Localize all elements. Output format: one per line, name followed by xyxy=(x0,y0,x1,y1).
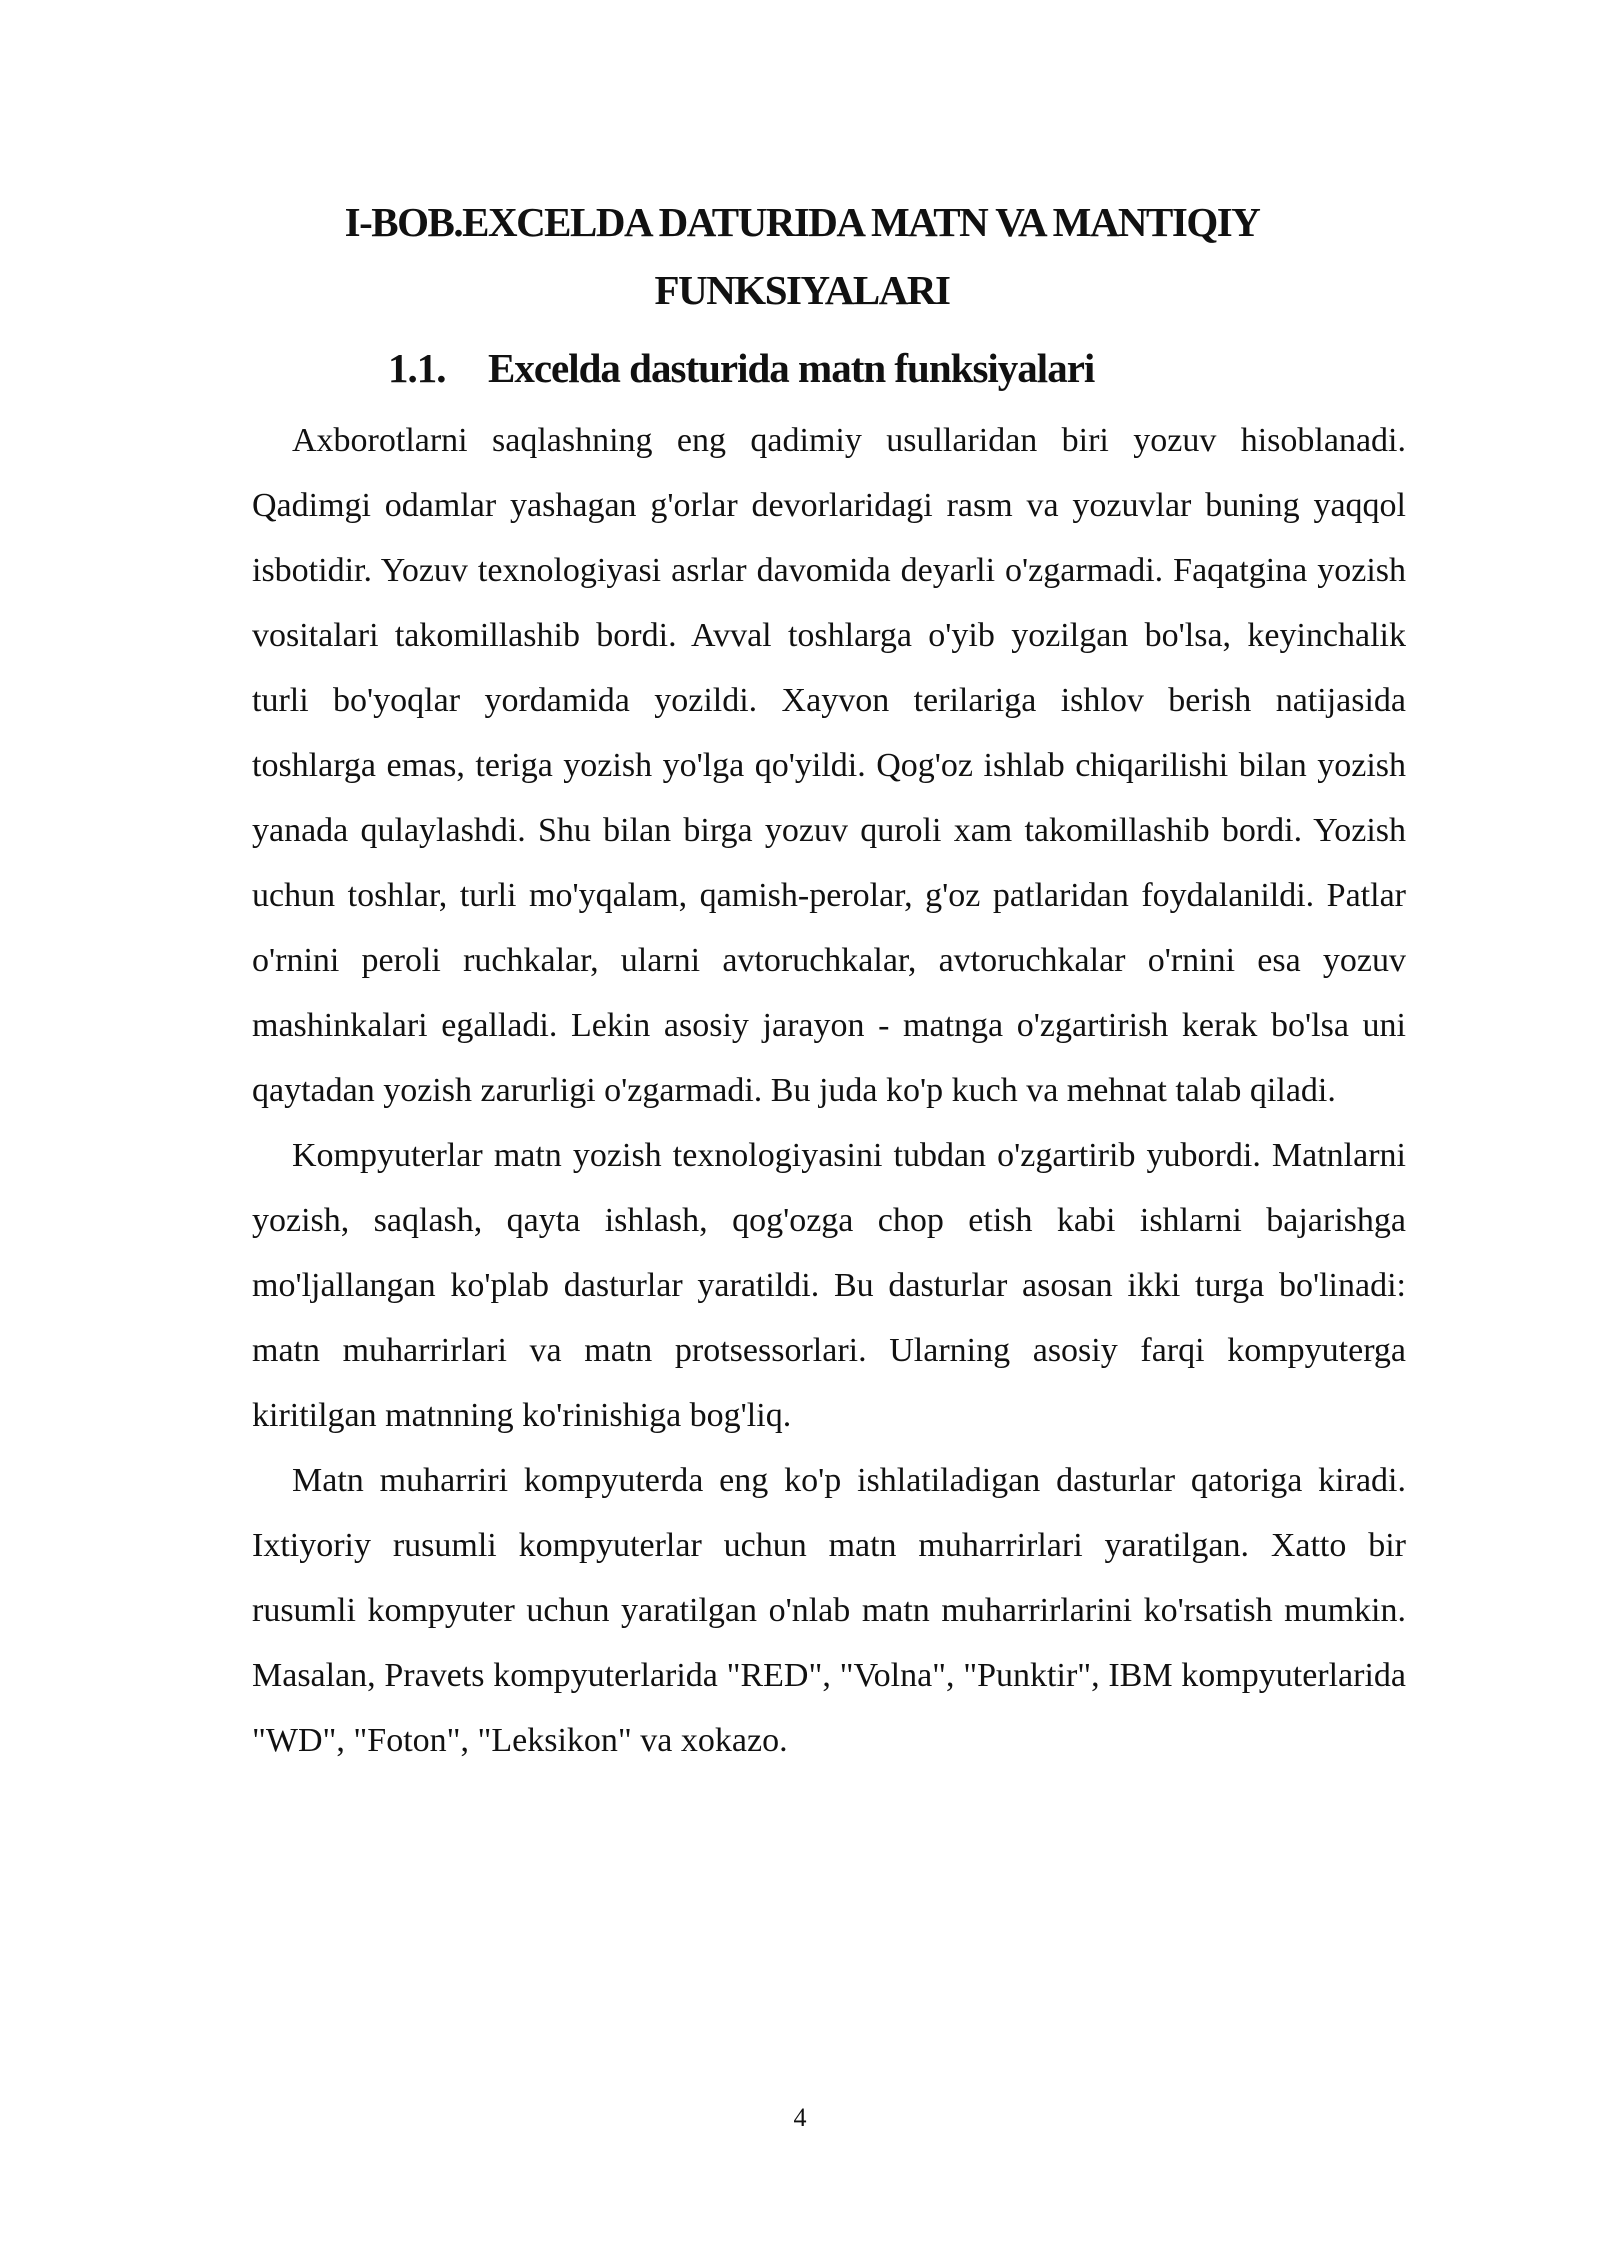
chapter-title-line-1: I-BOB.EXCELDA DATURIDA MATN VA MANTIQIY xyxy=(344,199,1260,245)
chapter-title-line-2: FUNKSIYALARI xyxy=(654,267,950,313)
section-title: Excelda dasturida matn funksiyalari xyxy=(488,345,1095,391)
page-number: 4 xyxy=(793,2103,807,2132)
chapter-title xyxy=(252,188,1352,324)
body-text xyxy=(252,408,1406,1773)
section-heading xyxy=(388,336,1388,400)
section-number: 1.1. xyxy=(388,345,446,391)
paragraph: Axborotlarni saqlashning eng qadimiy usullaridan biri yozuv hisoblanadi. Qadimgi odamlar yashagan g'orlar devorlaridagi rasm va yozuvlar buning yaqqol isbotidir. Yozuv texnologiyasi asrlar davomida deyarli o'zgarmadi. Faqatgina yozish vositalari takomillashib bordi. Avval toshlarga o'yib yozilgan bo'lsa, keyinchalik turli bo'yoqlar yordamida yozildi. Xayvon terilariga ishlov berish natijasida toshlarga emas, teriga yozish yo'lga qo'yildi. Qog'oz ishlab chiqarilishi bilan yozish yanada qulaylashdi. Shu bilan birga yozuv quroli xam takomillashib bordi. Yozish uchun toshlar, turli mo'yqalam, qamish-perolar, g'oz patlaridan foydalanildi. Patlar o'rnini peroli ruchkalar, ularni avtoruchkalar, avtoruchkalar o'rnini esa yozuv mashinkalari egalladi. Lekin asosiy jarayon - matnga o'zgartirish kerak bo'lsa uni qaytadan yozish zarurligi o'zgarmadi. Bu juda ko'p kuch va mehnat talab qiladi. xyxy=(252,422,1406,1109)
paragraph: Matn muharriri kompyuterda eng ko'p ishlatiladigan dasturlar qatoriga kiradi. Ixtiyoriy rusumli kompyuterlar uchun matn muharrirlari yaratilgan. Xatto bir rusumli kompyuter uchun yaratilgan o'nlab matn muharrirlarini ko'rsatish mumkin. Masalan, Pravets kompyuterlarida "RED", "Volna", "Punktir", IBM kompyuterlarida "WD", "Foton", "Leksikon" va xokazo. xyxy=(252,1462,1406,1759)
paragraph: Kompyuterlar matn yozish texnologiyasini tubdan o'zgartirib yubordi. Matnlarni yozish, saqlash, qayta ishlash, qog'ozga chop etish kabi ishlarni bajarishga mo'ljallangan ko'plab dasturlar yaratildi. Bu dasturlar asosan ikki turga bo'linadi: matn muharrirlari va matn protsessorlari. Ularning asosiy farqi kompyuterga kiritilgan matnning ko'rinishiga bog'liq. xyxy=(252,1137,1406,1434)
